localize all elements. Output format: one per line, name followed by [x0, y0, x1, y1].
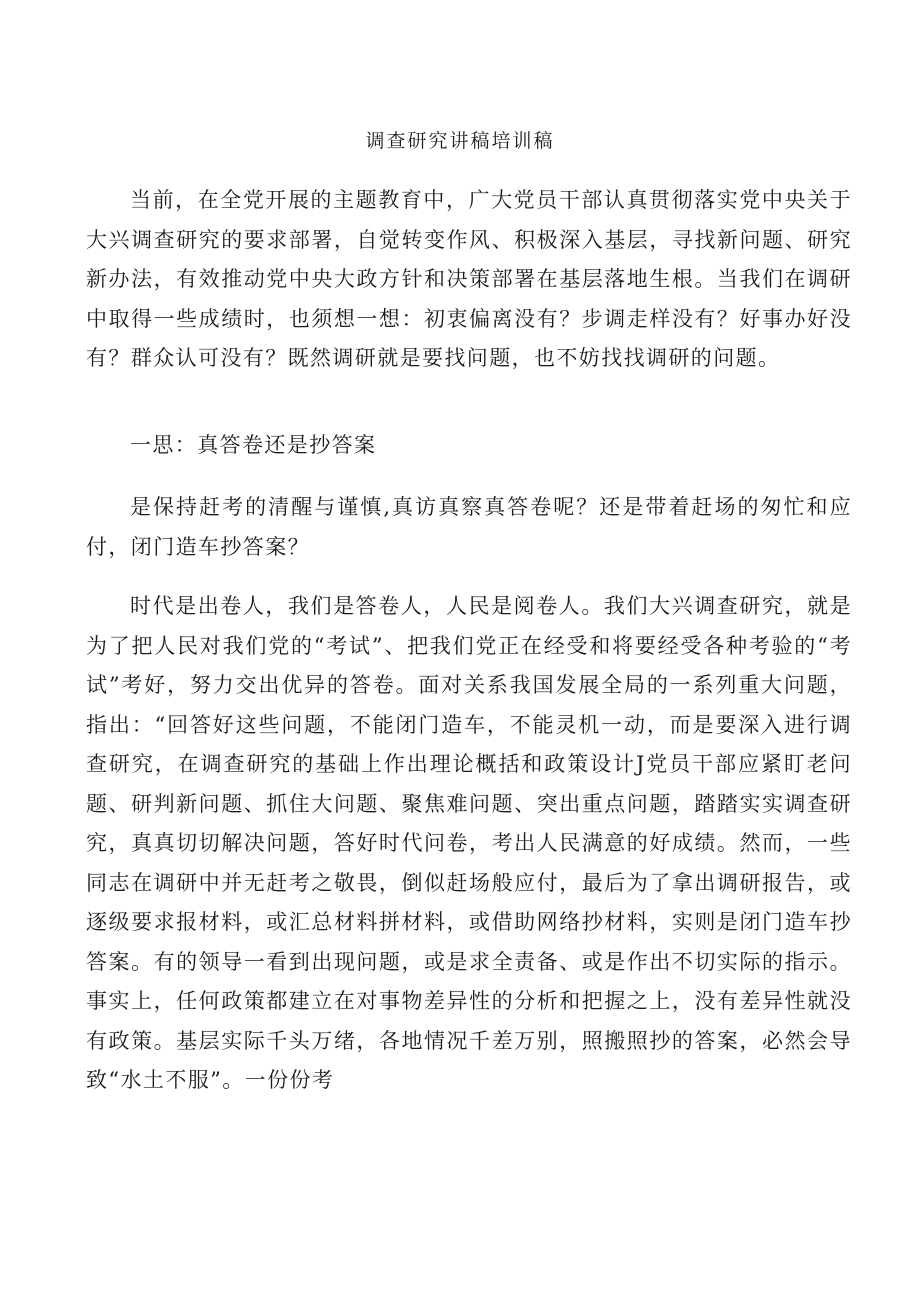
paragraph-body: 时代是出卷人，我们是答卷人，人民是阅卷人。我们大兴调查研究，就是为了把人民对我们党的“考试”、把我们党正在经受和将要经受各种考验的“考试”考好，努力交出优异的答卷。面对关系我国发展全局的一系列重大问题，指出：“回答好这些问题，不能闭门造车，不能灵机一动，而是要深入进行调查研究，在调查研究的基础上作出理论概括和政策设计J党员干部应紧盯老问题、研判新问题、抓住大问题、聚焦难问题、突出重点问题，踏踏实实调查研究，真真切切解决问题，答好时代问卷，考出人民满意的好成绩。然而，一些同志在调研中并无赶考之敬畏，倒似赶场般应付，最后为了拿出调研报告，或逐级要求报材料，或汇总材料拼材料，或借助网络抄材料，实则是闭门造车抄答案。有的领导一看到出现问题，或是求全责备、或是作出不切实际的指示。事实上，任何政策都建立在对事物差异性的分析和把握之上，没有差异性就没有政策。基层实际千头万绪，各地情况千差万别，照搬照抄的答案，必然会导致“水土不服”。一份份考 — [86, 594, 852, 1092]
paragraph-question: 是保持赶考的清醒与谨慎,真访真察真答卷呢？还是带着赶场的匆忙和应付，闭门造车抄答案？ — [86, 495, 852, 559]
document-title: 调查研究讲稿培训稿 — [365, 130, 555, 152]
section-heading: 一思：真答卷还是抄答案 — [130, 433, 377, 457]
paragraph-intro: 当前，在全党开展的主题教育中，广大党员干部认真贯彻落实党中央关于大兴调查研究的要求部署，自觉转变作风、积极深入基层，寻找新问题、研究新办法，有效推动党中央大政方针和决策部署在基层落地生根。当我们在调研中取得一些成绩时，也须想一想：初衷偏离没有？步调走样没有？好事办好没有？群众认可没有？既然调研就是要找问题，也不妨找找调研的问题。 — [86, 188, 852, 370]
